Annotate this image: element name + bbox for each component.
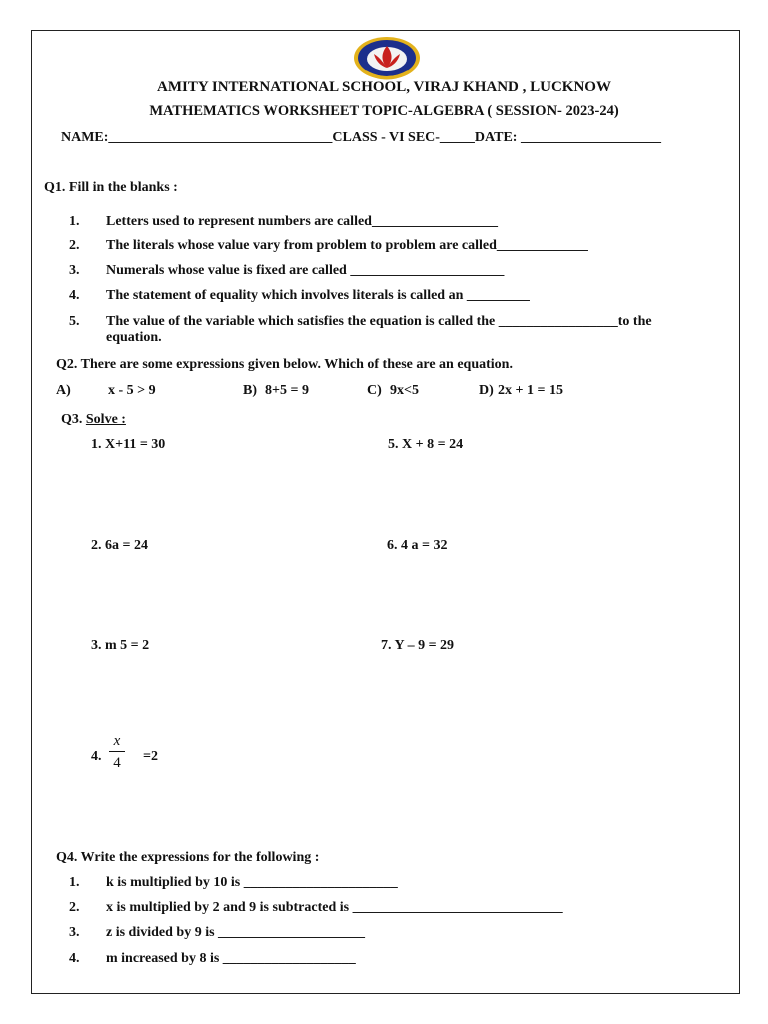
q3-title — [61, 412, 126, 428]
q1-item-2-text: The literals whose value vary from problem to problem are called_____________ — [106, 238, 588, 253]
q2-option-b-text: 8+5 = 9 — [265, 383, 309, 398]
q2-option-c-label: C) — [367, 383, 382, 398]
q1-item-2-number: 2. — [69, 238, 80, 253]
q1-item-1-number: 1. — [69, 214, 80, 229]
q2-option-d-text: 2x + 1 = 15 — [498, 383, 563, 398]
q3-item-7: 7. Y – 9 = 29 — [381, 638, 455, 653]
q1-item-4-text: The statement of equality which involves literals is called an _________ — [106, 288, 530, 303]
fraction-denominator: 4 — [113, 755, 121, 771]
q4-item-4-number: 4. — [69, 951, 80, 966]
q3-item-5: 5. X + 8 = 24 — [388, 437, 464, 452]
q1-item-3-number: 3. — [69, 263, 80, 278]
worksheet-title: MATHEMATICS WORKSHEET TOPIC-ALGEBRA ( SESSION- 2023-24) — [149, 103, 619, 119]
school-name: AMITY INTERNATIONAL SCHOOL, VIRAJ KHAND , LUCKNOW — [157, 79, 611, 95]
q3-item-4-number: 4. — [91, 749, 102, 764]
q1-title: Q1. Fill in the blanks : — [44, 180, 178, 195]
q4-item-2-text: x is multiplied by 2 and 9 is subtracted is ______________________________ — [106, 900, 563, 915]
q4-item-1-text: k is multiplied by 10 is ______________________ — [106, 875, 398, 890]
q1-item-4-number: 4. — [69, 288, 80, 303]
q3-item-4-fraction — [109, 733, 125, 771]
q3-prefix: Q3. — [61, 412, 83, 427]
q2-option-b-label: B) — [243, 383, 257, 398]
q2-option-d-label: D) — [479, 383, 494, 398]
school-logo — [352, 34, 422, 80]
q1-item-5-text: The value of the variable which satisfies the equation is called the _________________to the — [106, 314, 652, 329]
q4-item-4-text: m increased by 8 is ___________________ — [106, 951, 356, 966]
student-info-line: NAME:________________________________CLASS - VI SEC-_____DATE: ____________________ — [61, 130, 661, 145]
q4-item-1-number: 1. — [69, 875, 80, 890]
q1-item-5-number: 5. — [69, 314, 80, 329]
q3-solve-label: Solve : — [85, 412, 126, 427]
q4-item-3-text: z is divided by 9 is _____________________ — [106, 925, 366, 940]
q3-item-2: 2. 6a = 24 — [91, 538, 148, 553]
q1-item-5-text-cont: equation. — [106, 330, 162, 345]
q2-title: Q2. There are some expressions given below. Which of these are an equation. — [56, 357, 513, 372]
q4-item-3-number: 3. — [69, 925, 80, 940]
fraction-bar — [109, 751, 125, 752]
q4-item-2-number: 2. — [69, 900, 80, 915]
fraction-numerator: x — [113, 733, 121, 749]
q4-title: Q4. Write the expressions for the following : — [56, 850, 320, 865]
q2-option-a-text: x - 5 > 9 — [108, 383, 156, 398]
q3-item-1: 1. X+11 = 30 — [91, 437, 166, 452]
q2-option-a-label: A) — [56, 383, 71, 398]
q3-item-6: 6. 4 a = 32 — [387, 538, 448, 553]
q1-item-3-text: Numerals whose value is fixed are called ______________________ — [106, 263, 505, 278]
q2-option-c-text: 9x<5 — [390, 383, 419, 398]
q1-item-1-text: Letters used to represent numbers are called__________________ — [106, 214, 498, 229]
q3-item-3: 3. m 5 = 2 — [91, 638, 150, 653]
q3-item-4-rest: =2 — [143, 749, 158, 764]
